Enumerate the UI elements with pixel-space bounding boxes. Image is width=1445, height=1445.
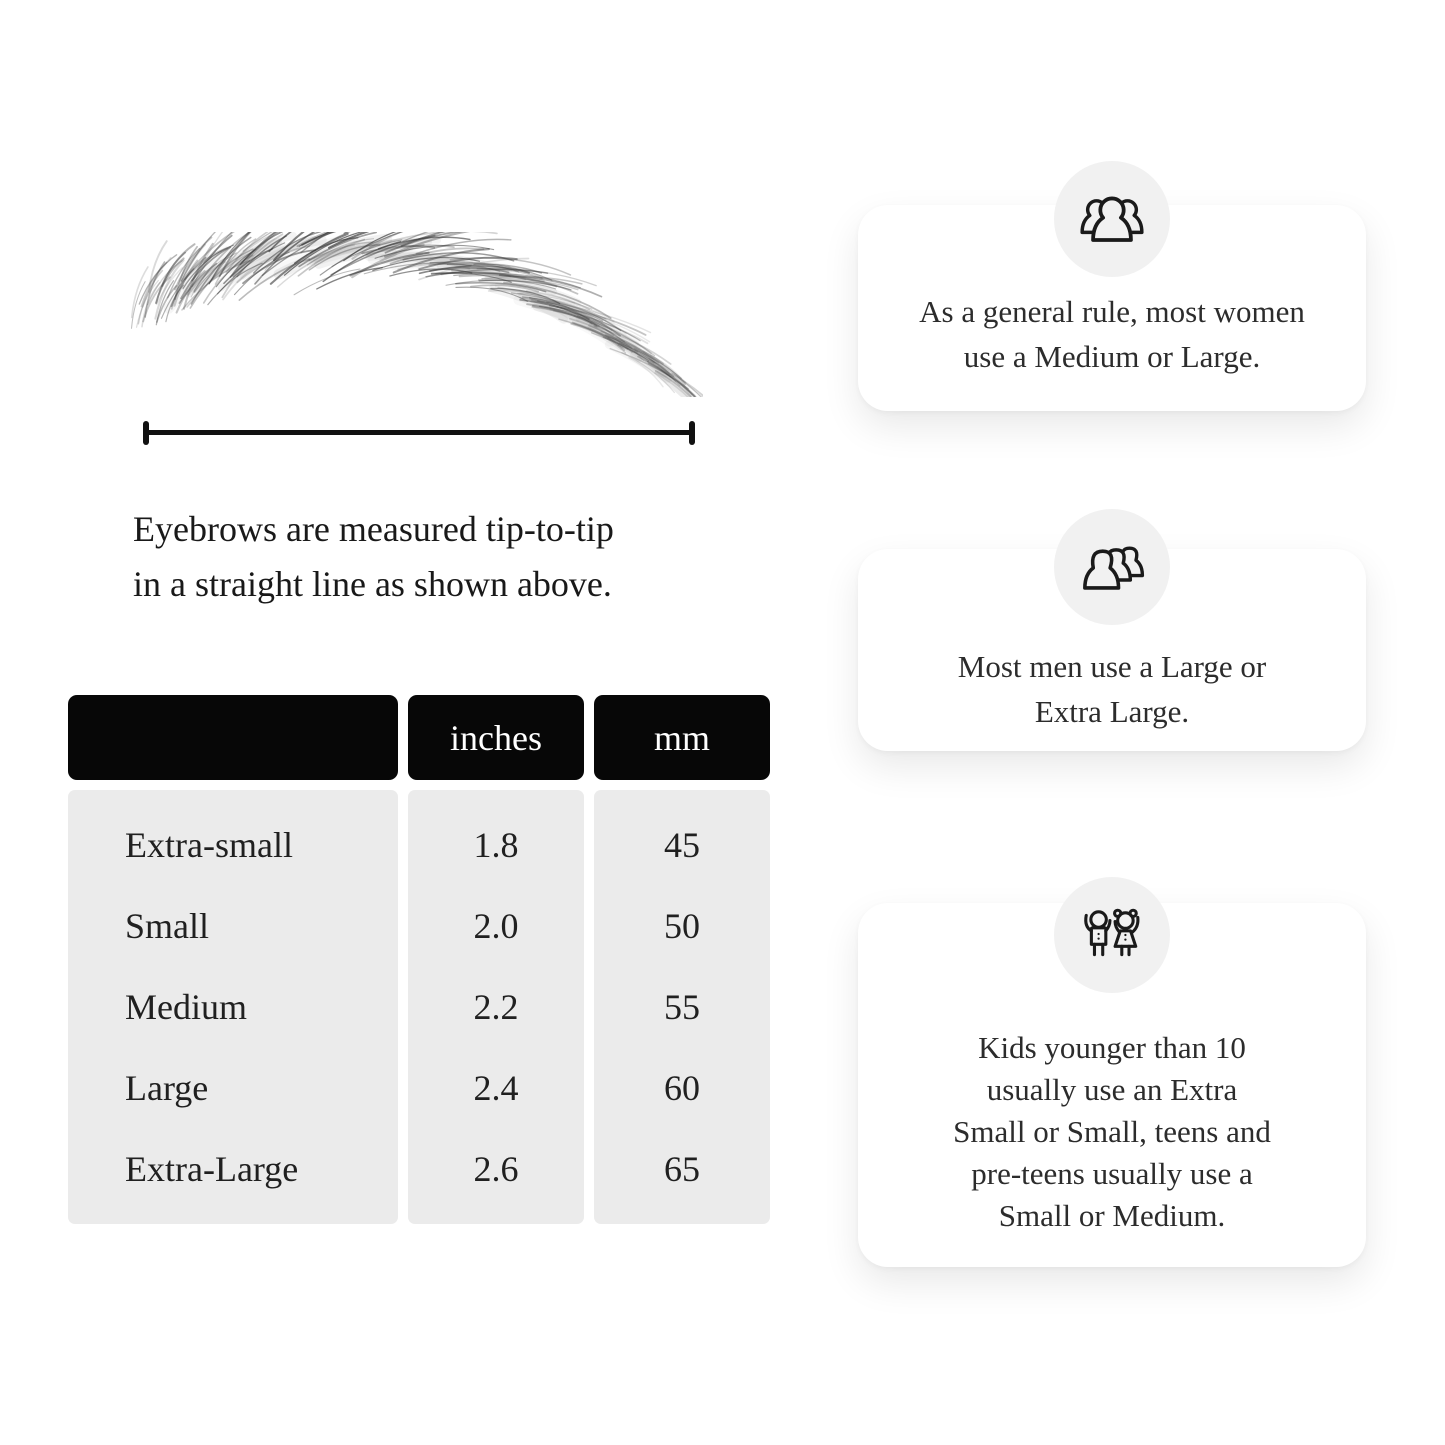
inches-value: 2.4 <box>473 1067 519 1108</box>
measurement-bar <box>145 430 693 435</box>
women-group-icon <box>1079 186 1145 252</box>
mm-value: 45 <box>664 824 700 865</box>
card-text-line: Small or Medium. <box>998 1198 1226 1233</box>
icon-badge <box>1054 161 1170 277</box>
inches-value: 1.8 <box>473 824 519 865</box>
size-table-header-blank <box>68 695 398 780</box>
card-text-line: use a Medium or Large. <box>963 339 1261 374</box>
size-table-label-column <box>68 790 398 1224</box>
icon-badge <box>1054 509 1170 625</box>
mm-value: 60 <box>664 1067 700 1108</box>
mm-value: 55 <box>664 986 700 1027</box>
size-label: Extra-small <box>125 824 293 865</box>
inches-value: 2.0 <box>473 905 519 946</box>
measurement-right-tick <box>689 421 695 445</box>
size-label: Large <box>125 1067 209 1108</box>
card-text-line: Most men use a Large or <box>957 649 1267 684</box>
icon-badge <box>1054 877 1170 993</box>
size-label: Extra-Large <box>125 1148 299 1189</box>
card-text-line: usually use an Extra <box>986 1072 1238 1107</box>
size-label: Small <box>125 905 210 946</box>
size-label: Medium <box>125 986 247 1027</box>
kids-group-icon <box>1079 902 1145 968</box>
mm-value: 50 <box>664 905 700 946</box>
card-text-line: As a general rule, most women <box>919 294 1305 329</box>
measurement-line <box>143 421 695 445</box>
info-card-men <box>858 549 1366 751</box>
size-table <box>68 695 770 1224</box>
measurement-caption <box>133 502 733 612</box>
size-table-mm-column <box>594 790 770 1224</box>
measurement-caption-line-2: in a straight line as shown above. <box>133 564 612 604</box>
size-table-body <box>68 790 770 1224</box>
eyebrow-illustration <box>118 232 703 397</box>
size-table-inches-column <box>408 790 584 1224</box>
info-card-kids <box>858 903 1366 1267</box>
inches-value: 2.6 <box>473 1148 519 1189</box>
card-text-line: Kids younger than 10 <box>978 1030 1246 1065</box>
size-table-header-row <box>68 695 770 780</box>
info-card-women <box>858 205 1366 411</box>
inches-value: 2.2 <box>473 986 519 1027</box>
measurement-caption-line-1: Eyebrows are measured tip-to-tip <box>133 509 614 549</box>
card-text-line: Extra Large. <box>1034 694 1190 729</box>
men-group-icon <box>1079 534 1145 600</box>
size-table-header-inches: inches <box>408 695 584 780</box>
card-text-line: pre-teens usually use a <box>971 1156 1253 1191</box>
size-table-header-mm: mm <box>594 695 770 780</box>
card-text-line: Small or Small, teens and <box>953 1114 1271 1149</box>
mm-value: 65 <box>664 1148 700 1189</box>
